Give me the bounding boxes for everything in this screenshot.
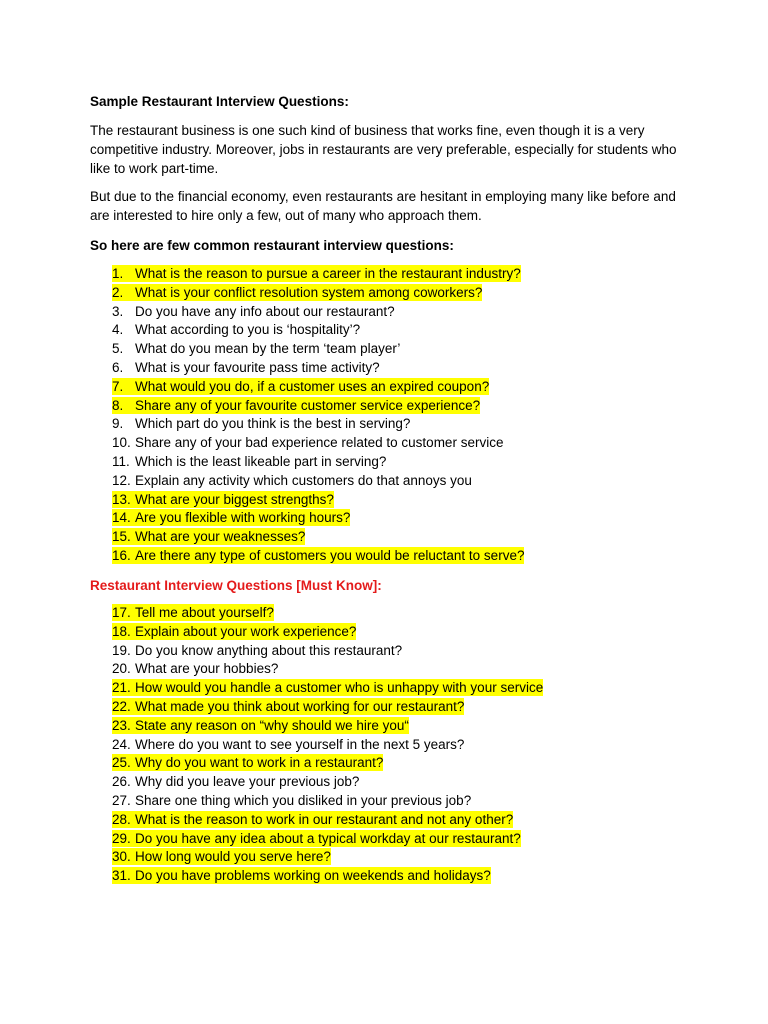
question-highlight [112, 303, 395, 320]
question-item [112, 491, 712, 510]
question-text: Do you know anything about this restaurant? [135, 642, 403, 658]
question-highlight [112, 698, 464, 715]
question-text: What do you mean by the term ‘team player’ [135, 341, 401, 357]
question-text: Do you have any idea about a typical workday at our restaurant? [135, 830, 521, 846]
question-item [112, 547, 712, 566]
economy-paragraph: But due to the financial economy, even restaurants are hesitant in employing many like before and are interested to hire only a few, out of many who approach them. [90, 189, 676, 223]
question-item [112, 642, 712, 661]
question-highlight [112, 397, 480, 414]
question-highlight [112, 340, 400, 357]
question-number: 7. [112, 378, 124, 394]
question-highlight [112, 773, 359, 790]
question-number: 18. [112, 623, 131, 639]
question-text: What made you think about working for our restaurant? [135, 698, 465, 714]
question-number: 24. [112, 736, 131, 752]
question-text: Are there any type of customers you would be reluctant to serve? [135, 547, 525, 563]
question-item [112, 698, 712, 717]
question-number: 8. [112, 397, 124, 413]
question-item [112, 717, 712, 736]
question-text: Share one thing which you disliked in your previous job? [135, 792, 472, 808]
question-highlight [112, 660, 278, 677]
question-item [112, 811, 712, 830]
question-text: Do you have any info about our restaurant? [135, 303, 395, 319]
question-highlight [112, 472, 472, 489]
question-text: Which part do you think is the best in serving? [135, 416, 411, 432]
question-item [112, 736, 712, 755]
question-highlight [112, 434, 503, 451]
question-item [112, 415, 712, 434]
question-highlight [112, 284, 482, 301]
question-highlight [112, 848, 331, 865]
question-number: 9. [112, 416, 124, 432]
question-highlight [112, 265, 521, 282]
question-text: What would you do, if a customer uses an expired coupon? [135, 378, 490, 394]
question-item [112, 830, 712, 849]
common-questions-list [112, 265, 712, 566]
question-number: 1. [112, 266, 124, 281]
question-highlight [112, 717, 409, 734]
question-highlight [112, 453, 386, 470]
question-number: 16. [112, 547, 131, 563]
question-item [112, 321, 712, 340]
question-highlight [112, 679, 543, 696]
question-text: Explain about your work experience? [135, 623, 357, 639]
question-item [112, 340, 712, 359]
question-item [112, 679, 712, 698]
question-text: Share any of your bad experience related to customer service [135, 435, 504, 451]
question-highlight [112, 528, 305, 545]
question-highlight [112, 792, 471, 809]
question-text: State any reason on “why should we hire you“ [135, 717, 409, 733]
question-number: 6. [112, 359, 124, 375]
question-number: 26. [112, 774, 131, 790]
question-item [112, 359, 712, 378]
question-number: 12. [112, 472, 131, 488]
question-item [112, 623, 712, 642]
question-highlight [112, 754, 383, 771]
question-number: 20. [112, 661, 131, 677]
question-number: 27. [112, 792, 131, 808]
question-item [112, 509, 712, 528]
question-item [112, 604, 712, 623]
question-highlight [112, 415, 410, 432]
question-item [112, 453, 712, 472]
question-item [112, 284, 712, 303]
question-item [112, 848, 712, 867]
question-highlight [112, 623, 356, 640]
question-item [112, 754, 712, 773]
question-item [112, 660, 712, 679]
question-number: 21. [112, 680, 131, 696]
question-number: 23. [112, 717, 131, 733]
question-number: 14. [112, 510, 131, 526]
question-number: 5. [112, 341, 124, 357]
question-text: How long would you serve here? [135, 849, 331, 865]
question-highlight [112, 604, 274, 621]
question-text: What is the reason to work in our restaurant and not any other? [135, 811, 514, 827]
question-item [112, 867, 712, 886]
question-text: How would you handle a customer who is unhappy with your service [135, 680, 544, 696]
question-number: 3. [112, 303, 124, 319]
question-item [112, 397, 712, 416]
question-text: What are your weaknesses? [135, 529, 306, 545]
question-highlight [112, 321, 360, 338]
question-text: What are your hobbies? [135, 661, 279, 677]
question-text: What are your biggest strengths? [135, 491, 334, 507]
question-highlight [112, 867, 491, 884]
question-text: Where do you want to see yourself in the next 5 years? [135, 736, 465, 752]
question-highlight [112, 811, 513, 828]
question-number: 19. [112, 642, 131, 658]
common-questions-heading: So here are few common restaurant interview questions: [90, 238, 454, 253]
question-number: 30. [112, 849, 131, 865]
document-title: Sample Restaurant Interview Questions: [90, 94, 349, 109]
question-text: What is your conflict resolution system among coworkers? [135, 284, 483, 300]
question-item [112, 528, 712, 547]
question-text: Why do you want to work in a restaurant? [135, 755, 384, 771]
question-text: Are you flexible with working hours? [135, 510, 351, 526]
question-highlight [112, 491, 334, 508]
question-text: Which is the least likeable part in serving? [135, 453, 387, 469]
question-text: What according to you is ‘hospitality’? [135, 322, 361, 338]
question-number: 22. [112, 698, 131, 714]
question-highlight [112, 378, 489, 395]
question-number: 28. [112, 811, 131, 827]
question-highlight [112, 642, 402, 659]
must-know-questions-list [112, 604, 712, 886]
question-text: Explain any activity which customers do that annoys you [135, 472, 472, 488]
question-highlight [112, 359, 380, 376]
question-highlight [112, 509, 350, 526]
question-number: 10. [112, 435, 131, 451]
question-number: 11. [112, 453, 130, 469]
question-highlight [112, 830, 521, 847]
question-item [112, 265, 712, 284]
question-item [112, 792, 712, 811]
question-item [112, 434, 712, 453]
question-number: 4. [112, 322, 124, 338]
intro-paragraph: The restaurant business is one such kind of business that works fine, even though it is a very competitive industry. Moreover, jobs in restaurants are very preferable, especially for students who like to work part-time. [90, 123, 677, 176]
question-number: 2. [112, 284, 124, 300]
question-number: 29. [112, 830, 131, 846]
question-number: 17. [112, 605, 131, 620]
question-number: 13. [112, 491, 131, 507]
question-number: 31. [112, 868, 131, 884]
question-text: Tell me about yourself? [135, 605, 274, 620]
question-highlight [112, 547, 524, 564]
question-text: What is your favourite pass time activity? [135, 359, 380, 375]
question-text: Do you have problems working on weekends and holidays? [135, 868, 491, 884]
question-item [112, 378, 712, 397]
question-number: 15. [112, 529, 131, 545]
question-text: Share any of your favourite customer service experience? [135, 397, 481, 413]
question-item [112, 303, 712, 322]
must-know-questions-heading: Restaurant Interview Questions [Must Know]: [90, 578, 382, 593]
question-highlight [112, 736, 464, 753]
question-text: What is the reason to pursue a career in the restaurant industry? [135, 266, 521, 281]
question-item [112, 472, 712, 491]
question-number: 25. [112, 755, 131, 771]
question-text: Why did you leave your previous job? [135, 774, 360, 790]
question-item [112, 773, 712, 792]
